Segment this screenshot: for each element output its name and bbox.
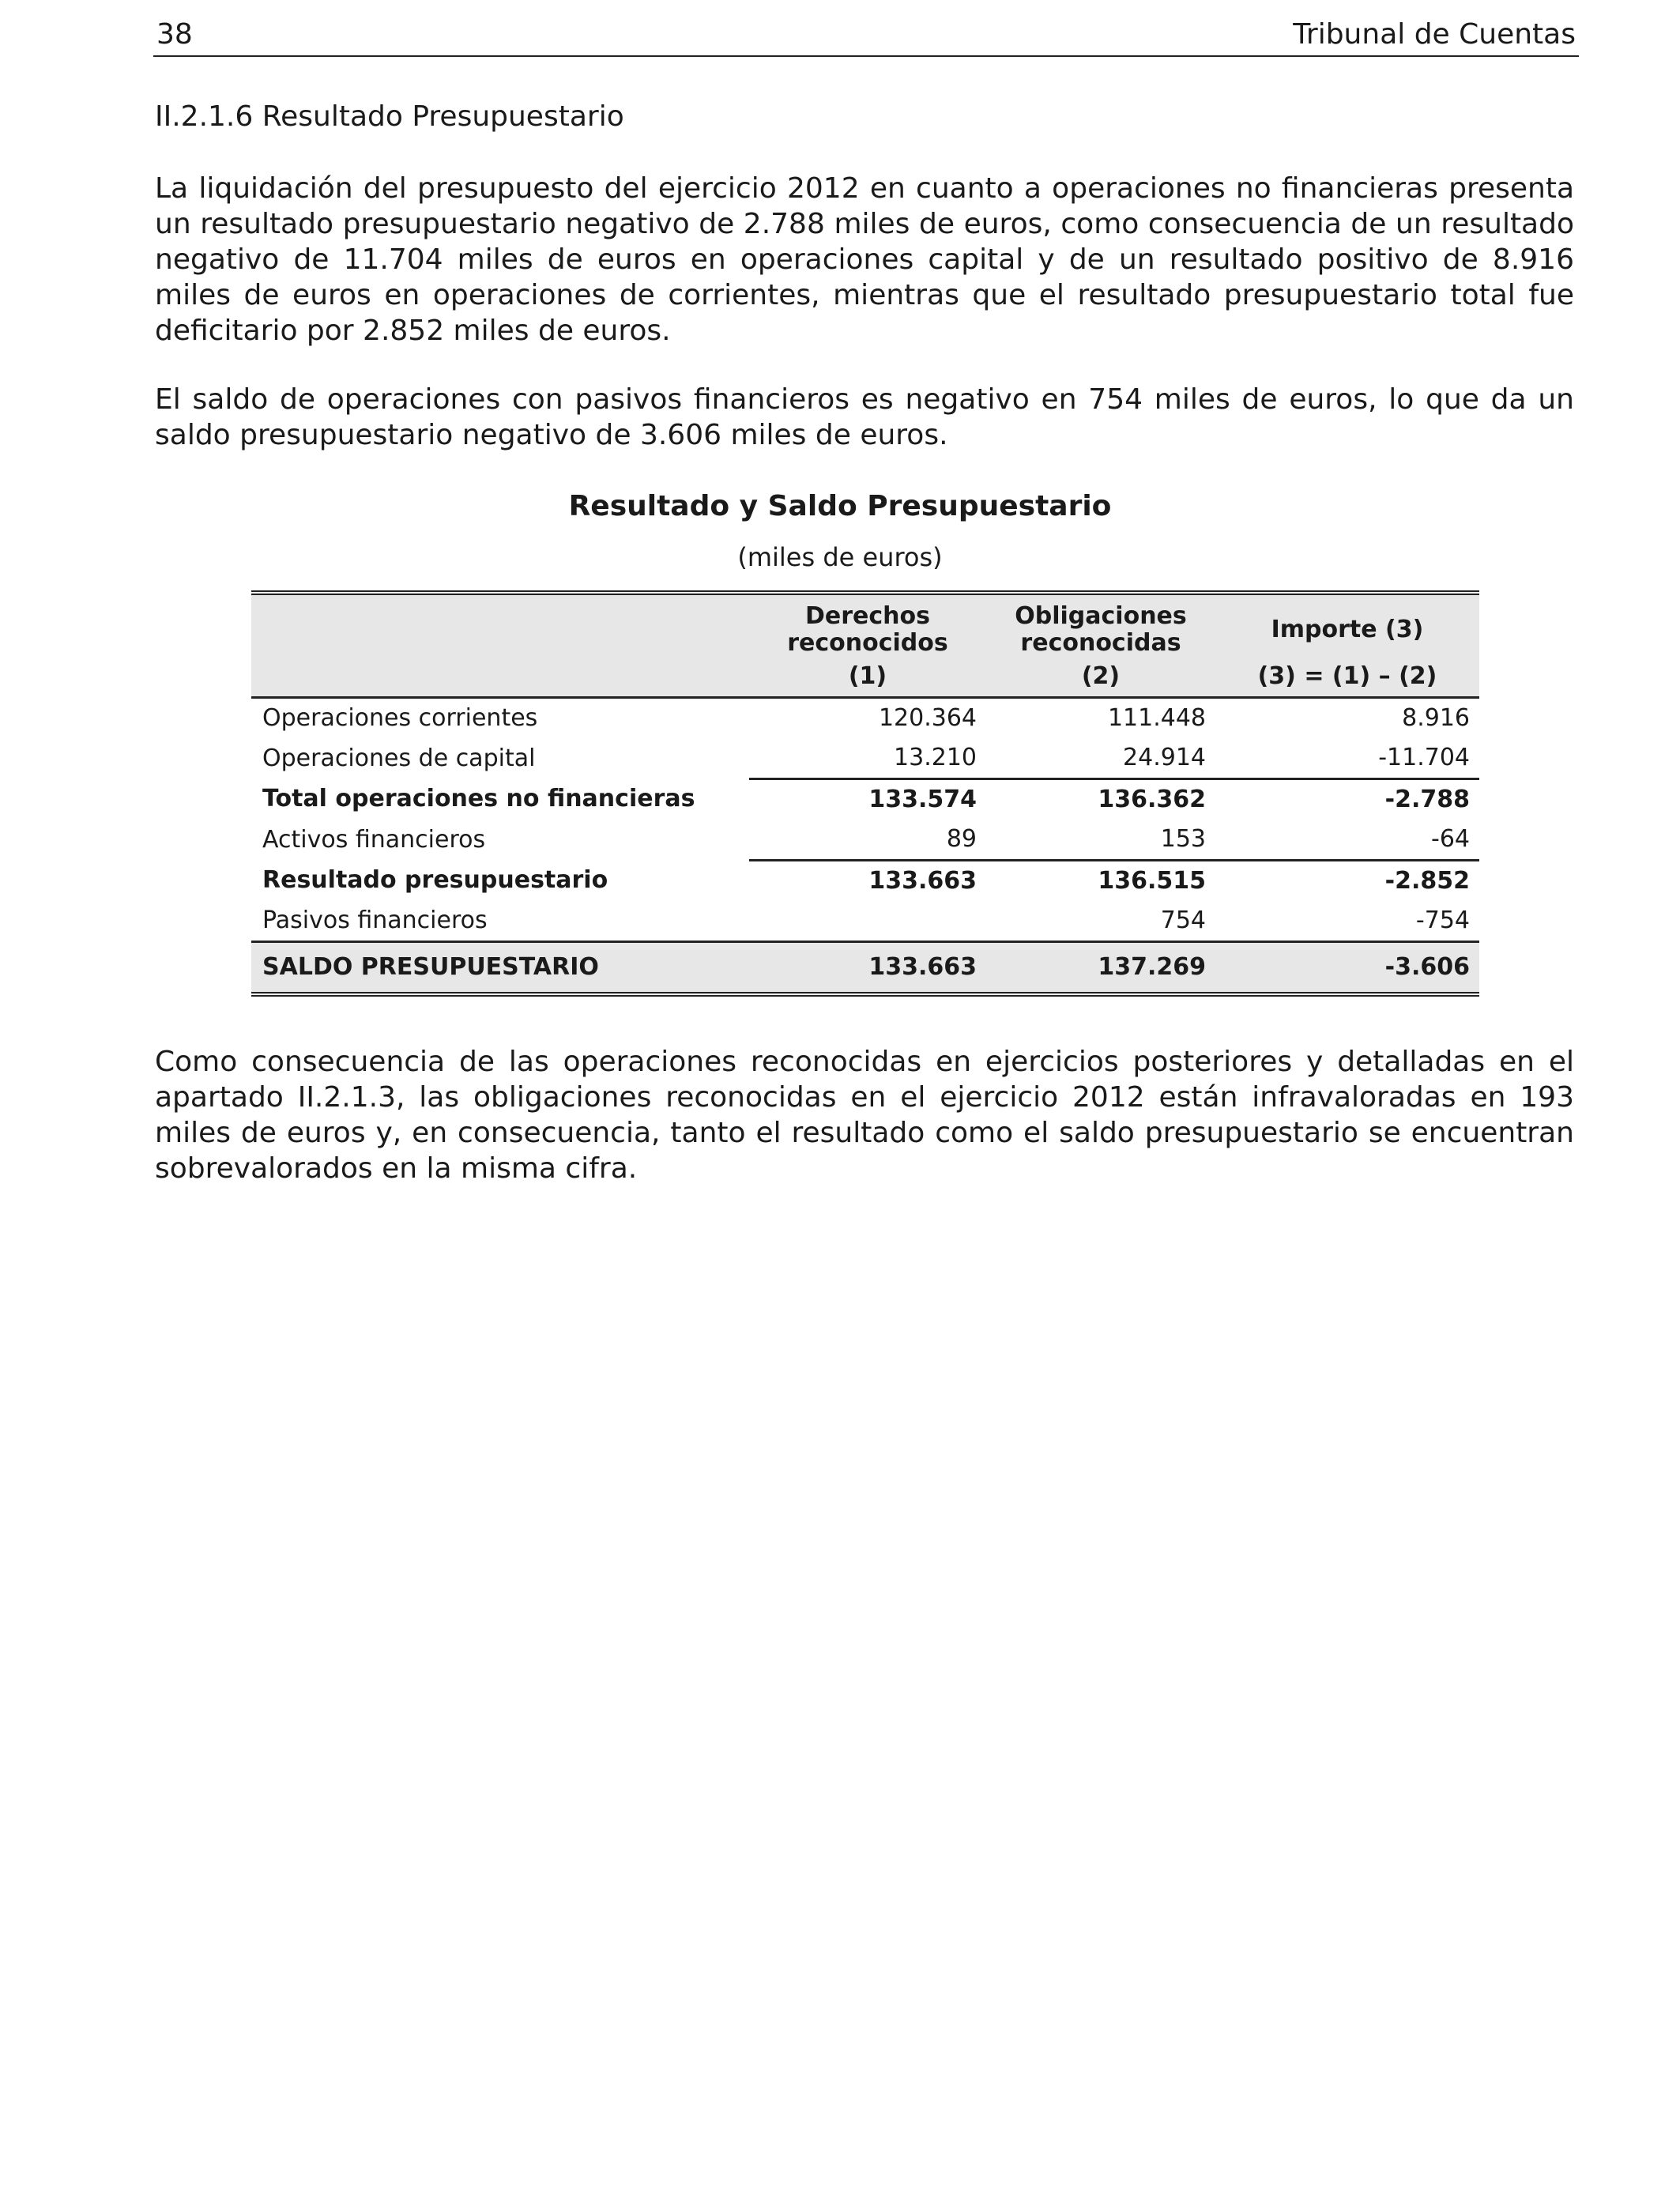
table-row	[251, 820, 1479, 861]
table-row	[251, 698, 1479, 739]
col-header-importe: Importe (3)	[1215, 593, 1479, 660]
table-row	[251, 901, 1479, 942]
row-label: Resultado presupuestario	[262, 866, 608, 895]
cell-obligaciones: 754	[1160, 907, 1206, 934]
cell-importe: -11.704	[1378, 744, 1470, 771]
col-sub-2: (2)	[986, 660, 1215, 698]
row-label: SALDO PRESUPUESTARIO	[251, 942, 749, 995]
cell-derechos	[749, 901, 986, 942]
cell-derechos: 89	[946, 825, 977, 853]
cell-obligaciones: 24.914	[1123, 744, 1206, 771]
cell-derechos: 133.574	[749, 779, 986, 820]
page-header	[153, 14, 1579, 57]
table-row-total	[251, 942, 1479, 995]
section-title: II.2.1.6 Resultado Presupuestario	[155, 100, 624, 133]
table-row	[251, 779, 1479, 820]
row-label: Operaciones de capital	[262, 744, 536, 772]
cell-obligaciones: 111.448	[1107, 704, 1206, 732]
table-row	[251, 738, 1479, 779]
header-organization: Tribunal de Cuentas	[1293, 18, 1576, 51]
cell-importe: -64	[1431, 825, 1470, 853]
paragraph-saldo: El saldo de operaciones con pasivos financieros es negativo en 754 miles de euros, lo que da un saldo presupuestario negativo de 3.606 miles de euros.	[155, 383, 1574, 451]
header-empty-sub	[251, 660, 749, 698]
table-row	[251, 861, 1479, 902]
cell-importe: -2.788	[1215, 779, 1479, 820]
cell-derechos: 133.663	[749, 861, 986, 902]
header-empty-cell	[251, 593, 749, 660]
col-sub-3: (3) = (1) – (2)	[1215, 660, 1479, 698]
cell-importe: -2.852	[1215, 861, 1479, 902]
paragraph-consecuencia: Como consecuencia de las operaciones reconocidas en ejercicios posteriores y detalladas en el apartado II.2.1.3, las obligaciones reconocidas en el ejercicio 2012 están infravaloradas en 193 miles de euros y, en consecuencia, tanto el resultado como el saldo presupuestario se encuentran sobrevalorados en la misma cifra.	[155, 1046, 1574, 1185]
row-label: Operaciones corrientes	[262, 704, 538, 732]
row-label: Pasivos financieros	[262, 907, 488, 934]
cell-obligaciones: 136.515	[986, 861, 1215, 902]
cell-derechos: 13.210	[894, 744, 977, 771]
col-header-derechos: Derechos reconocidos	[749, 593, 986, 660]
cell-obligaciones: 136.362	[986, 779, 1215, 820]
budget-result-table	[251, 590, 1479, 997]
cell-derechos: 120.364	[878, 704, 977, 732]
table-title: Resultado y Saldo Presupuestario	[568, 490, 1112, 522]
cell-importe: 8.916	[1402, 704, 1470, 732]
cell-importe: -3.606	[1215, 942, 1479, 995]
cell-obligaciones: 153	[1160, 825, 1206, 853]
paragraph-intro: La liquidación del presupuesto del ejercicio 2012 en cuanto a operaciones no financieras presenta un resultado presupuestario negativo de 2.788 miles de euros, como consecuencia de un resultado negativo de 11.704 miles de euros en operaciones capital y de un resultado positivo de 8.916 miles de euros en operaciones de corrientes, mientras que el resultado presupuestario total fue deficitario por 2.852 miles de euros.	[155, 172, 1574, 347]
cell-obligaciones: 137.269	[986, 942, 1215, 995]
table-header	[251, 593, 1479, 698]
col-sub-1: (1)	[749, 660, 986, 698]
cell-derechos: 133.663	[749, 942, 986, 995]
col-header-obligaciones: Obligaciones reconocidas	[986, 593, 1215, 660]
cell-importe: -754	[1415, 907, 1470, 934]
row-label: Activos financieros	[262, 825, 486, 854]
table-subtitle: (miles de euros)	[737, 542, 943, 572]
row-label: Total operaciones no financieras	[262, 785, 695, 813]
page-number: 38	[156, 18, 193, 51]
